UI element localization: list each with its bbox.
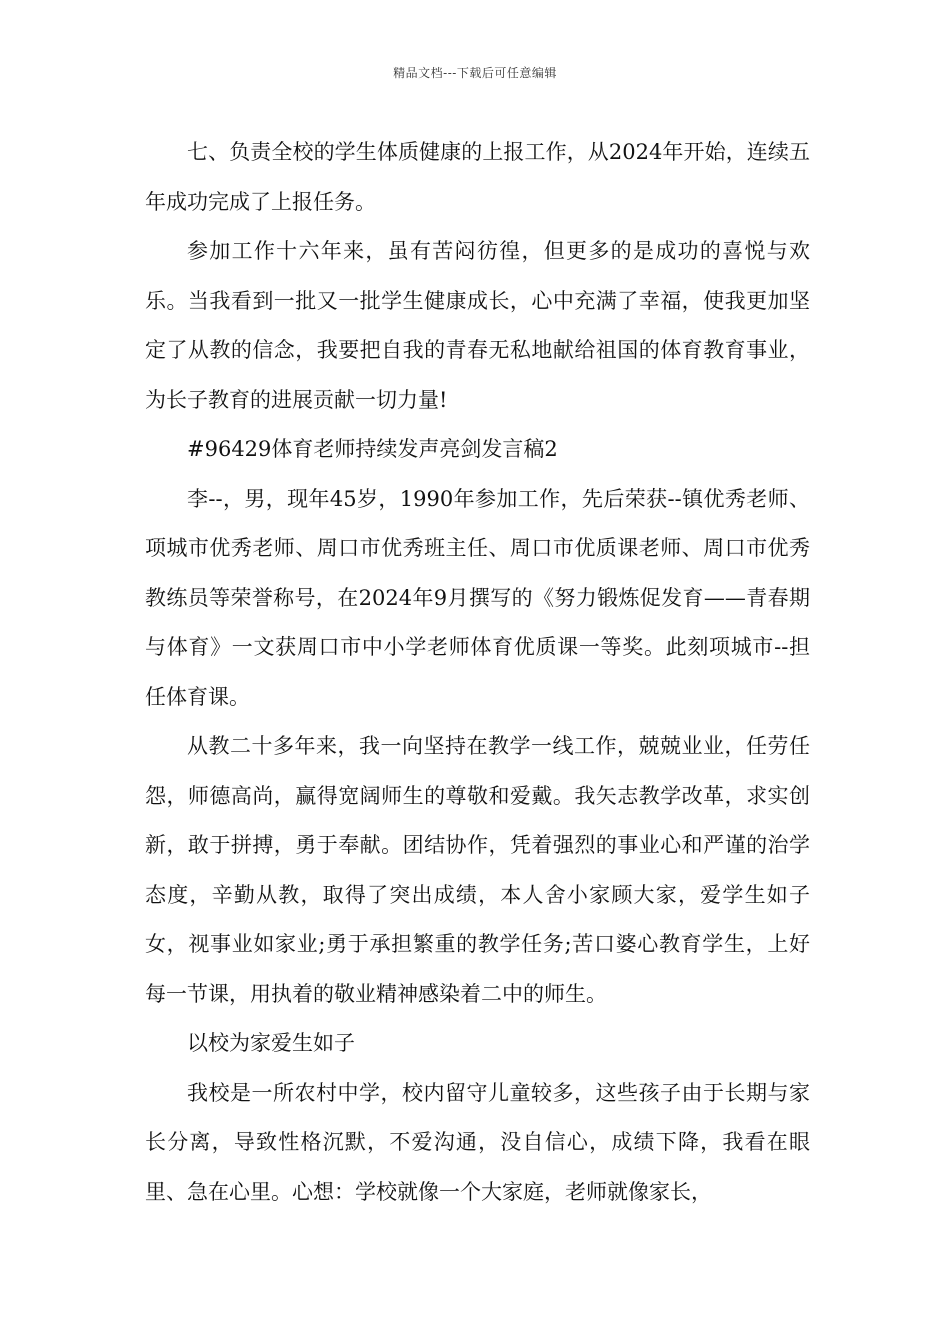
- subheading: 以校为家爱生如子: [187, 1031, 355, 1055]
- paragraph-school: 我校是一所农村中学，校内留守儿童较多，这些孩子由于长期与家长分离，导致性格沉默，不爱沟通，没自信心，成绩下降，我看在眼里、急在心里。心想：学校就像一个大家庭，老师就像家长，: [145, 1080, 810, 1204]
- document-body: [145, 128, 810, 1217]
- paragraph-reflection: 参加工作十六年来，虽有苦闷彷徨，但更多的是成功的喜悦与欢乐。当我看到一批又一批学生健康成长，心中充满了幸福，使我更加坚定了从教的信念，我要把自我的青春无私地献给祖国的体育教育事业，为长子教育的进展贡献一切力量!: [145, 239, 810, 412]
- page-header: 精品文档---下载后可任意编辑: [393, 66, 557, 80]
- paragraph-item-7: 七、负责全校的学生体质健康的上报工作，从2024年开始，连续五年成功完成了上报任务。: [145, 140, 810, 214]
- paragraph-profile: 李--，男，现年45岁，1990年参加工作，先后荣获--镇优秀老师、项城市优秀老师、周口市优秀班主任、周口市优质课老师、周口市优秀教练员等荣誉称号，在2024年9月撰写的《努力锻炼促发育——青春期与体育》一文获周口市中小学老师体育优质课一等奖。此刻项城市--担任体育课。: [145, 486, 810, 709]
- section-heading: #96429体育老师持续发声亮剑发言稿2: [187, 437, 558, 461]
- paragraph-teaching: 从教二十多年来，我一向坚持在教学一线工作，兢兢业业，任劳任怨，师德高尚，赢得宽阔师生的尊敬和爱戴。我矢志教学改革，求实创新，敢于拼搏，勇于奉献。团结协作，凭着强烈的事业心和严谨的治学态度，辛勤从教，取得了突出成绩，本人舍小家顾大家，爱学生如子女，视事业如家业;勇于承担繁重的教学任务;苦口婆心教育学生，上好每一节课，用执着的敬业精神感染着二中的师生。: [145, 734, 810, 1006]
